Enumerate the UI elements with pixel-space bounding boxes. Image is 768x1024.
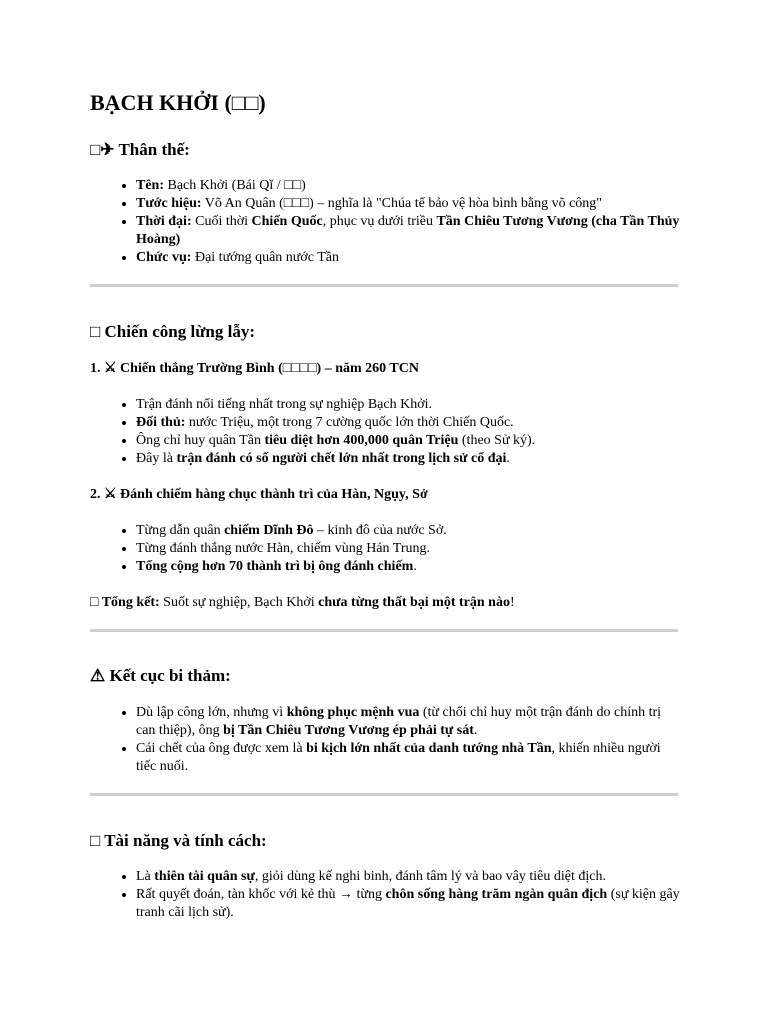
battle1-list: [90, 396, 680, 468]
list-item: • Trận đánh nổi tiếng nhất trong sự nghiệp Bạch Khởi.: [136, 396, 680, 414]
divider: [90, 629, 678, 632]
list-item: • Chức vụ: Đại tướng quân nước Tần: [136, 249, 680, 267]
list-item: • Thời đại: Cuối thời Chiến Quốc, phục vụ dưới triều Tần Chiêu Tương Vương (cha Tần Thủy Hoàng): [136, 213, 680, 249]
section-heading-ending: ⚠ Kết cục bi thảm:: [90, 666, 231, 685]
section-heading-achievements: □ Chiến công lừng lẫy:: [90, 322, 255, 341]
talent-list: [90, 868, 680, 922]
ending-list: [90, 704, 680, 776]
list-item: • Tước hiệu: Võ An Quân (□□□) – nghĩa là "Chúa tể bảo vệ hòa bình bằng võ công": [136, 195, 680, 213]
section-heading-background: □✈ Thân thế:: [90, 140, 190, 159]
list-item: • Đây là trận đánh có số người chết lớn nhất trong lịch sử cổ đại.: [136, 450, 680, 468]
list-item: • Ông chỉ huy quân Tần tiêu diệt hơn 400,000 quân Triệu (theo Sử ký).: [136, 432, 680, 450]
list-item: • Tổng cộng hơn 70 thành trì bị ông đánh chiếm.: [136, 558, 680, 576]
divider: [90, 793, 678, 796]
divider: [90, 284, 678, 287]
section-heading-talent: □ Tài năng và tính cách:: [90, 831, 267, 850]
battle2-list: [90, 522, 680, 576]
page-title: BẠCH KHỞI (□□): [90, 90, 266, 115]
list-item: • Đối thủ: nước Triệu, một trong 7 cường quốc lớn thời Chiến Quốc.: [136, 414, 680, 432]
list-item: • Dù lập công lớn, nhưng vì không phục mệnh vua (từ chối chỉ huy một trận đánh do chính trị can thiệp), ông bị Tần Chiêu Tương Vương ép phải tự sát.: [136, 704, 680, 740]
list-item: • Tên: Bạch Khởi (Bái Qǐ / □□): [136, 177, 680, 195]
battle-title-han-nguy-so: 2. ⚔ Đánh chiếm hàng chục thành trì của Hàn, Ngụy, Sở: [90, 487, 428, 502]
background-list: [90, 177, 680, 267]
list-item: • Từng đánh thắng nước Hàn, chiếm vùng Hán Trung.: [136, 540, 680, 558]
battle-title-truong-binh: 1. ⚔ Chiến thắng Trường Bình (□□□□) – năm 260 TCN: [90, 361, 419, 376]
list-item: • Là thiên tài quân sự, giỏi dùng kế nghi binh, đánh tâm lý và bao vây tiêu diệt địch.: [136, 868, 680, 886]
list-item: • Từng dẫn quân chiếm Dĩnh Đô – kinh đô của nước Sở.: [136, 522, 680, 540]
career-summary: □ Tổng kết: Suốt sự nghiệp, Bạch Khởi chưa từng thất bại một trận nào!: [90, 595, 515, 610]
list-item: • Rất quyết đoán, tàn khốc với kẻ thù → từng chôn sống hàng trăm ngàn quân địch (sự kiện gây tranh cãi lịch sử).: [136, 886, 680, 922]
list-item: • Cái chết của ông được xem là bi kịch lớn nhất của danh tướng nhà Tần, khiến nhiều người tiếc nuối.: [136, 740, 680, 776]
